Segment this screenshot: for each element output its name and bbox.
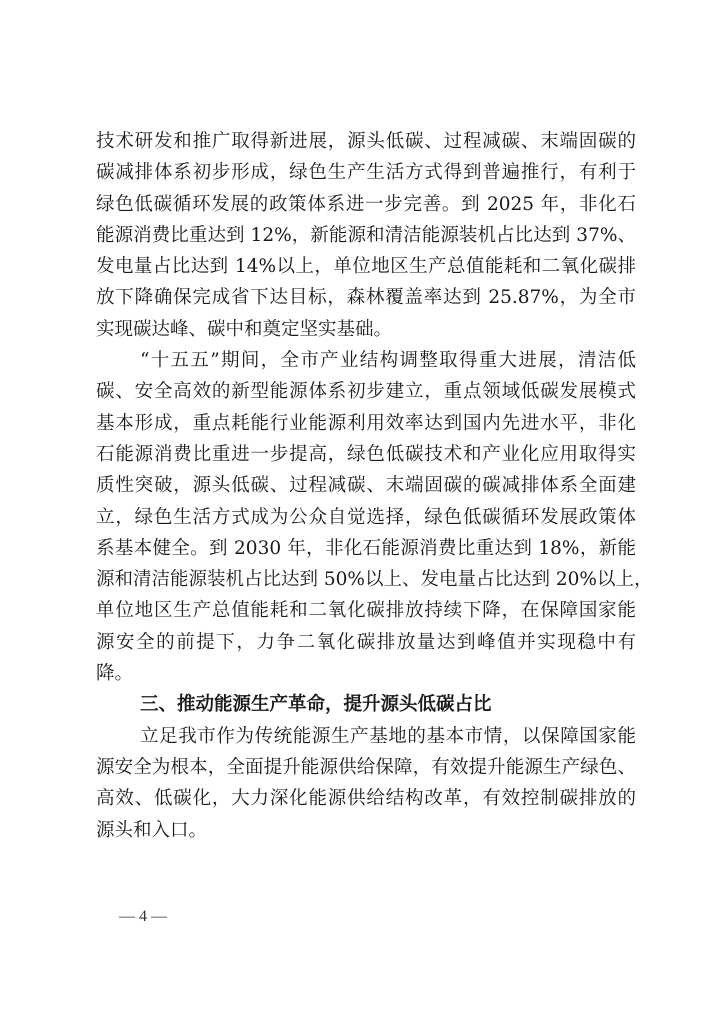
document-body xyxy=(96,126,653,846)
text-line: 实现碳达峰、碳中和奠定坚实基础。 xyxy=(96,318,393,340)
text-line: 能源消费比重达到 12%，新能源和清洁能源装机占比达到 37%、 xyxy=(96,224,636,246)
text-line: 碳减排体系初步形成，绿色生产生活方式得到普遍推行，有利于 xyxy=(96,162,636,184)
text-line: 高效、低碳化，大力深化能源供给结构改革，有效控制碳排放的 xyxy=(96,788,636,810)
text-line: 降。 xyxy=(96,663,134,685)
text-line: 技术研发和推广取得新进展，源头低碳、过程减碳、末端固碳的 xyxy=(96,131,636,152)
paragraph-energy-production xyxy=(96,721,636,846)
text-line: 立，绿色生活方式成为公众自觉选择，绿色低碳循环发展政策体 xyxy=(96,506,636,528)
text-line: 系基本健全。到 2030 年，非化石能源消费比重达到 18%，新能 xyxy=(96,537,636,559)
text-line: 源安全为根本，全面提升能源供给保障，有效提升能源生产绿色、 xyxy=(96,756,636,778)
text-line: 绿色低碳循环发展的政策体系进一步完善。到 2025 年，非化石 xyxy=(96,193,636,215)
text-line: 源安全的前提下，力争二氧化碳排放量达到峰值并实现稳中有 xyxy=(96,631,636,653)
text-line: 源和清洁能源装机占比达到 50%以上、发电量占比达到 20%以上， xyxy=(96,569,653,591)
text-line: 放下降确保完成省下达目标，森林覆盖率达到 25.87%，为全市 xyxy=(96,287,636,309)
section-heading: 三、推动能源生产革命，提升源头低碳占比 xyxy=(140,694,492,716)
text-line: 质性突破，源头低碳、过程减碳、末端固碳的碳减排体系全面建 xyxy=(96,475,636,497)
text-line: 源头和入口。 xyxy=(96,819,208,841)
page-number: — 4 — xyxy=(119,908,167,925)
text-line: 立足我市作为传统能源生产基地的基本市情，以保障国家能 xyxy=(140,725,636,747)
text-line: 石能源消费比重进一步提高，绿色低碳技术和产业化应用取得实 xyxy=(96,443,636,465)
text-line: 单位地区生产总值能耗和二氧化碳排放持续下降，在保障国家能 xyxy=(96,600,636,622)
paragraph-carbon-2025 xyxy=(96,126,636,345)
paragraph-fifteenth-five-year xyxy=(96,345,653,689)
text-line: 基本形成，重点耗能行业能源利用效率达到国内先进水平，非化 xyxy=(96,412,636,434)
text-line: 发电量占比达到 14%以上，单位地区生产总值能耗和二氧化碳排 xyxy=(96,256,636,278)
text-line: 碳、安全高效的新型能源体系初步建立，重点领域低碳发展模式 xyxy=(96,381,636,403)
text-line: “十五五”期间，全市产业结构调整取得重大进展，清洁低 xyxy=(140,350,636,372)
